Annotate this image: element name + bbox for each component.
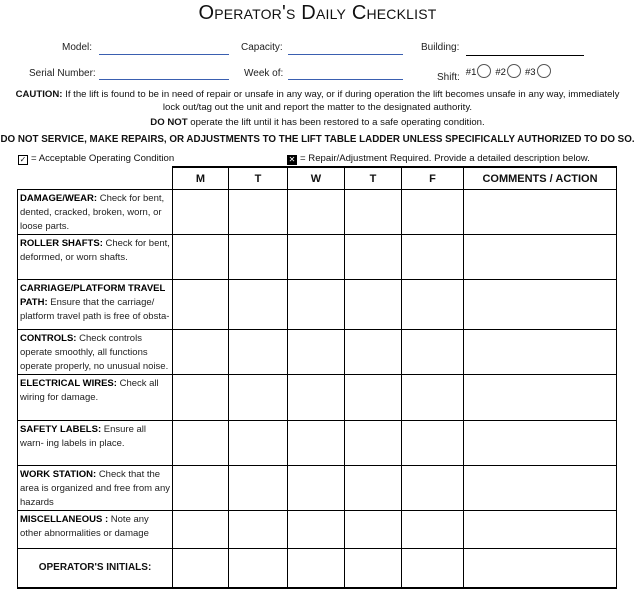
checklist-item xyxy=(18,330,173,375)
checklist-item xyxy=(18,190,173,235)
day-check-cell[interactable] xyxy=(345,511,402,549)
checklist-item-label: ELECTRICAL WIRES: xyxy=(20,378,117,389)
checklist-item-text: Check for bent, dented, cracked, broken, worn, or loose parts. xyxy=(20,193,165,232)
initials-row xyxy=(18,549,617,588)
initials-cell[interactable] xyxy=(288,549,345,588)
day-check-cell[interactable] xyxy=(288,375,345,421)
header-row xyxy=(18,167,617,190)
day-check-cell[interactable] xyxy=(345,330,402,375)
service-warning: DO NOT SERVICE, MAKE REPAIRS, OR ADJUSTMENTS TO THE LIFT TABLE LADDER UNLESS SPECIFICALLY AUTHORIZED TO DO SO. xyxy=(0,134,635,145)
day-check-cell[interactable] xyxy=(229,375,288,421)
page-title: Operator's Daily Checklist xyxy=(198,2,437,24)
day-check-cell[interactable] xyxy=(288,280,345,330)
checklist-item-label: CONTROLS: xyxy=(20,333,77,344)
day-check-cell[interactable] xyxy=(229,466,288,511)
checklist-row xyxy=(18,235,617,280)
day-check-cell[interactable] xyxy=(173,235,229,280)
day-check-cell[interactable] xyxy=(345,190,402,235)
checklist-item xyxy=(18,235,173,280)
day-check-cell[interactable] xyxy=(173,330,229,375)
day-check-cell[interactable] xyxy=(288,421,345,466)
day-check-cell[interactable] xyxy=(345,421,402,466)
shift-option-1-label: #1 xyxy=(465,67,477,78)
checklist-item-text: Ensure that the carriage/ platform travel path is free of obsta- xyxy=(20,297,170,322)
day-check-cell[interactable] xyxy=(402,375,464,421)
initials-cell[interactable] xyxy=(229,549,288,588)
comments-cell[interactable] xyxy=(464,190,617,235)
day-check-cell[interactable] xyxy=(288,190,345,235)
day-check-cell[interactable] xyxy=(402,235,464,280)
initials-cell[interactable] xyxy=(173,549,229,588)
day-check-cell[interactable] xyxy=(173,421,229,466)
caution-label: CAUTION: xyxy=(15,89,63,100)
checklist-row xyxy=(18,280,617,330)
checklist-table xyxy=(17,166,617,589)
day-check-cell[interactable] xyxy=(288,330,345,375)
comments-cell[interactable] xyxy=(464,421,617,466)
shift-group xyxy=(437,64,555,83)
checklist-item-text: Note any other abnormalities or damage xyxy=(20,514,149,539)
building-field[interactable] xyxy=(466,55,584,56)
checklist-item-label: MISCELLANEOUS : xyxy=(20,514,109,525)
day-check-cell[interactable] xyxy=(345,466,402,511)
day-check-cell[interactable] xyxy=(229,280,288,330)
day-check-cell[interactable] xyxy=(402,190,464,235)
day-check-cell[interactable] xyxy=(173,190,229,235)
shift-1-radio[interactable] xyxy=(477,64,491,78)
checklist-item-label: SAFETY LABELS: xyxy=(20,424,102,435)
checklist-row xyxy=(18,330,617,375)
col-comments: COMMENTS / ACTION xyxy=(464,167,617,190)
capacity-field[interactable] xyxy=(288,54,403,55)
day-check-cell[interactable] xyxy=(345,235,402,280)
checklist-item xyxy=(18,466,173,511)
comments-cell[interactable] xyxy=(464,280,617,330)
day-check-cell[interactable] xyxy=(173,466,229,511)
checked-box-icon: ✓ xyxy=(19,155,27,164)
building-label: Building: xyxy=(421,42,460,53)
day-check-cell[interactable] xyxy=(173,375,229,421)
col-thursday: T xyxy=(345,167,402,190)
week-label: Week of: xyxy=(244,68,284,79)
legend-acceptable xyxy=(18,153,174,165)
model-label: Model: xyxy=(62,42,93,53)
serial-number-label: Serial Number: xyxy=(29,68,96,79)
col-monday: M xyxy=(173,167,229,190)
caution-text-1: If the lift is found to be in need of repair or unsafe in any way, or if during operation the lift becomes unsafe in any way, immediately xyxy=(65,89,620,100)
header-blank xyxy=(18,167,173,190)
checklist-item xyxy=(18,511,173,549)
comments-cell[interactable] xyxy=(464,466,617,511)
checklist-item xyxy=(18,421,173,466)
checklist-item-text: Check controls operate smoothly, all functions operate properly, no unusual noise. xyxy=(20,333,169,372)
do-not-label: DO NOT xyxy=(150,117,188,128)
day-check-cell[interactable] xyxy=(345,375,402,421)
comments-cell[interactable] xyxy=(464,511,617,549)
col-wednesday: W xyxy=(288,167,345,190)
comments-cell[interactable] xyxy=(464,375,617,421)
checklist-row xyxy=(18,190,617,235)
capacity-label: Capacity: xyxy=(241,42,283,53)
checklist-item-text: Check all wiring for damage. xyxy=(20,378,159,403)
checklist-item xyxy=(18,375,173,421)
shift-label: Shift: xyxy=(437,72,460,83)
caution-line-1 xyxy=(0,89,635,101)
checklist-item-label: WORK STATION: xyxy=(20,469,97,480)
comments-cell[interactable] xyxy=(464,330,617,375)
day-check-cell[interactable] xyxy=(288,235,345,280)
checklist-item-label: CARRIAGE/PLATFORM TRAVEL PATH: xyxy=(20,283,166,308)
col-tuesday: T xyxy=(229,167,288,190)
checklist-item-text: Check that the area is organized and free from any hazards xyxy=(20,469,170,508)
comments-cell[interactable] xyxy=(464,235,617,280)
do-not-text: operate the lift until it has been restored to a safe operating condition. xyxy=(190,117,485,128)
legend-repair-text: = Repair/Adjustment Required. Provide a detailed description below. xyxy=(300,153,590,164)
shift-2-radio[interactable] xyxy=(507,64,521,78)
day-check-cell[interactable] xyxy=(345,280,402,330)
model-field[interactable] xyxy=(99,54,229,55)
day-check-cell[interactable] xyxy=(288,466,345,511)
shift-option-3-label: #3 xyxy=(524,67,536,78)
checklist-item-text: Ensure all warn- ing labels in place. xyxy=(20,424,146,449)
day-check-cell[interactable] xyxy=(229,190,288,235)
checklist-row xyxy=(18,421,617,466)
checklist-row xyxy=(18,375,617,421)
day-check-cell[interactable] xyxy=(229,235,288,280)
checklist-item xyxy=(18,280,173,330)
shift-option-2-label: #2 xyxy=(495,67,506,78)
day-check-cell[interactable] xyxy=(402,330,464,375)
day-check-cell[interactable] xyxy=(402,466,464,511)
checklist-row xyxy=(18,466,617,511)
initials-comments-cell[interactable] xyxy=(464,549,617,588)
day-check-cell[interactable] xyxy=(402,421,464,466)
crossed-box-icon: ✕ xyxy=(288,155,296,164)
shift-3-radio[interactable] xyxy=(537,64,551,78)
checklist-item-label: ROLLER SHAFTS: xyxy=(20,238,103,249)
day-check-cell[interactable] xyxy=(229,421,288,466)
checklist-item-label: DAMAGE/WEAR: xyxy=(20,193,98,204)
day-check-cell[interactable] xyxy=(229,330,288,375)
day-check-cell[interactable] xyxy=(402,511,464,549)
caution-text-2: lock out/tag out the unit and report the matter to the designated authority. xyxy=(162,102,473,113)
operator-initials-label: OPERATOR'S INITIALS: xyxy=(18,549,173,588)
day-check-cell[interactable] xyxy=(229,511,288,549)
day-check-cell[interactable] xyxy=(173,280,229,330)
initials-cell[interactable] xyxy=(402,549,464,588)
checklist-item-text: Check for bent, deformed, or worn shafts. xyxy=(20,238,170,263)
day-check-cell[interactable] xyxy=(288,511,345,549)
checklist-row xyxy=(18,511,617,549)
initials-cell[interactable] xyxy=(345,549,402,588)
legend-repair xyxy=(287,153,590,165)
week-field[interactable] xyxy=(288,79,403,80)
col-friday: F xyxy=(402,167,464,190)
do-not-operate-line xyxy=(0,117,635,129)
day-check-cell[interactable] xyxy=(173,511,229,549)
legend-acceptable-text: = Acceptable Operating Condition xyxy=(31,153,175,164)
serial-number-field[interactable] xyxy=(99,79,229,80)
day-check-cell[interactable] xyxy=(402,280,464,330)
